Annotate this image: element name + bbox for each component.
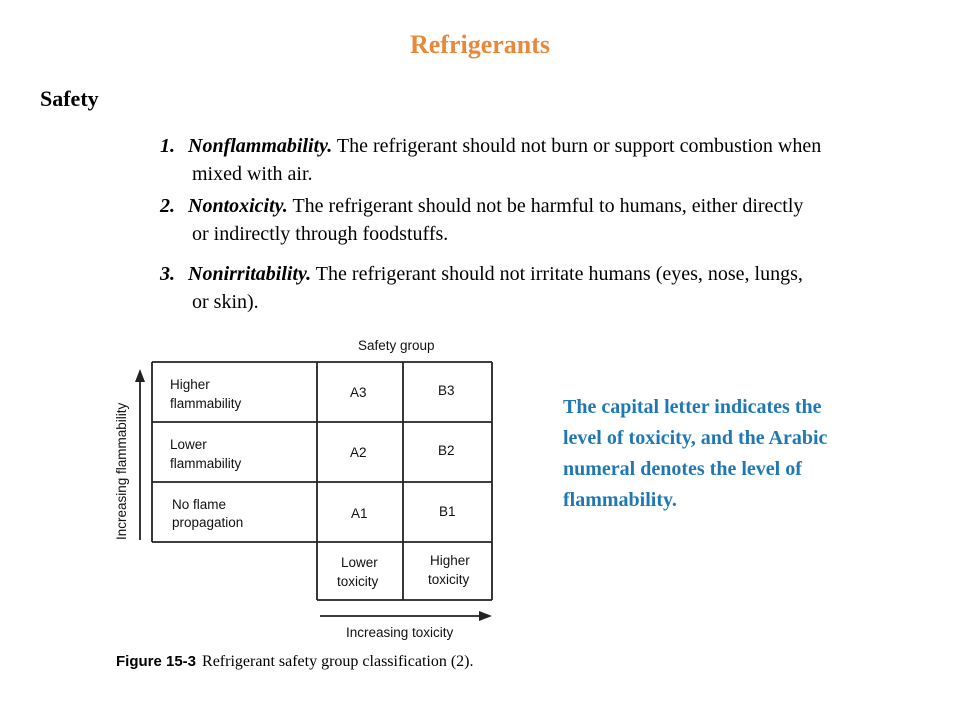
safety-group-label: Safety group: [358, 338, 435, 353]
item-text: The refrigerant should not be harmful to humans, either directly: [287, 195, 804, 217]
item-number: 1.: [160, 135, 175, 157]
arrowhead-icon: [479, 611, 492, 621]
item-number: 2.: [160, 195, 175, 217]
caption-label: Figure 15-3: [116, 653, 197, 670]
group-cell-b1: B1: [439, 504, 456, 519]
group-cell-a2: A2: [350, 445, 367, 460]
row-label: flammability: [170, 456, 242, 471]
figure-caption: [116, 653, 473, 671]
flammability-axis-label: Increasing flammability: [114, 402, 129, 540]
row-label: flammability: [170, 396, 242, 411]
explanation-note: The capital letter indicates the level of toxicity, and the Arabic numeral denotes the level of flammability.: [563, 396, 828, 511]
row-label: Lower: [170, 437, 207, 452]
item-heading: Nontoxicity.: [188, 195, 288, 217]
caption-text: Refrigerant safety group classification (2).: [202, 653, 474, 670]
column-label: Higher: [430, 553, 470, 568]
group-cell-a3: A3: [350, 385, 367, 400]
arrowhead-icon: [135, 369, 145, 382]
item-heading: Nonflammability.: [188, 135, 333, 157]
section-heading: Safety: [40, 86, 99, 111]
row-label: No flame: [172, 497, 227, 512]
toxicity-axis-label: Increasing toxicity: [346, 625, 454, 640]
group-cell-b2: B2: [438, 443, 455, 458]
item-text: The refrigerant should not burn or support combustion when: [332, 135, 822, 157]
slide-title: Refrigerants: [409, 30, 551, 59]
row-label: Higher: [170, 377, 210, 392]
group-cell-a1: A1: [351, 506, 368, 521]
row-label: propagation: [172, 515, 244, 530]
item-continuation: or skin).: [192, 291, 259, 313]
column-label: toxicity: [337, 574, 379, 589]
item-continuation: or indirectly through foodstuffs.: [192, 223, 449, 245]
item-text: The refrigerant should not irritate humans (eyes, nose, lungs,: [311, 263, 803, 285]
group-cell-b3: B3: [438, 383, 455, 398]
column-label: toxicity: [428, 572, 470, 587]
item-number: 3.: [160, 263, 175, 285]
column-label: Lower: [341, 555, 378, 570]
item-continuation: mixed with air.: [192, 163, 313, 185]
item-heading: Nonirritability.: [188, 263, 312, 285]
